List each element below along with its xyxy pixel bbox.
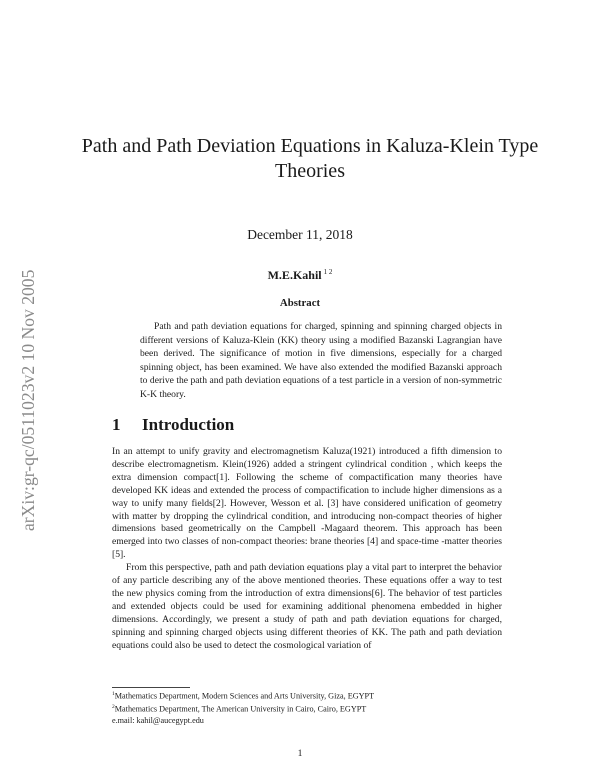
footnote-2-mark: 2: [112, 704, 115, 711]
arxiv-sidebar: [14, 206, 42, 531]
intro-paragraph-2: From this perspective, path and path deviation equations play a vital part to interpret the behavior of any particle describing any of the above mentioned theories. These equations offer a way to test the new physics coming from the introduction of extra dimensions[6]. The behavior of test particles and extended objects could be used for examining additional phenomena embedded in higher dimensions. Accordingly, we present a study of path and path deviation equations for charged, spinning and spinning charged objects using different theories of KK. The path and path deviation equations could also be used to detect the cosmological variation of: [112, 562, 502, 651]
footnote-2-text: Mathematics Department, The American University in Cairo, Cairo, EGYPT: [114, 704, 367, 714]
intro-paragraph-1: In an attempt to unify gravity and electromagnetism Kaluza(1921) introduced a fifth dimension to describe electromagnetism. Klein(1926) added a stringent cylindrical condition , which keeps the extra dimension compact[1]. Following the scheme of compactification many theories have developed KK ideas and extended the process of compactification to include higher dimensions as a way to unify many fields[2]. However, Wesson et al. [3] have considered unification of geometry with matter by dropping the cylindrical condition, and introducing non-compact theories of higher dimensions based geometrically on the Campbell -Magaard theorem. This approach has been emerged into two classes of non-compact theories: brane theories [4] and space-time -matter theories [5].: [112, 446, 502, 561]
abstract-text: Path and path deviation equations for charged, spinning and spinning charged objects in different versions of Kaluza-Klein (KK) theory using a modified Bazanski Lagrangian have been derived. The significance of motion in five dimensions, especially for a charged spinning object, has been examined. We have also extended the modified Bazanski approach to derive the path and path deviation equations of a test particle in a version of non-symmetric K-K theory.: [140, 321, 502, 400]
author-affiliation-marks: 1 2: [323, 268, 333, 276]
footnote-email: [112, 715, 502, 726]
footnotes: [112, 689, 502, 727]
section-number: 1: [112, 415, 121, 434]
arxiv-identifier: arXiv:gr-qc/0511023v2 10 Nov 2005: [18, 269, 38, 531]
paper-title: Path and Path Deviation Equations in Kaluza-Klein Type Theories: [81, 135, 539, 182]
abstract-heading: Abstract: [279, 297, 321, 309]
footnote-1-text: Mathematics Department, Modern Sciences and Arts University, Giza, EGYPT: [114, 691, 375, 701]
introduction-body: [112, 446, 502, 653]
footnote-rule: [112, 687, 190, 688]
footnote-email-text: e.mail: kahil@aucegypt.edu: [112, 716, 204, 726]
page-number: 1: [297, 748, 303, 759]
footnote-1-mark: 1: [112, 691, 115, 697]
footnote-2: [112, 702, 502, 715]
section-heading: [112, 415, 234, 435]
author-name: M.E.Kahil: [267, 268, 322, 282]
footnote-1: [112, 689, 502, 702]
section-title: Introduction: [142, 415, 235, 434]
paper-date: December 11, 2018: [247, 227, 353, 242]
author-line: [0, 268, 600, 283]
